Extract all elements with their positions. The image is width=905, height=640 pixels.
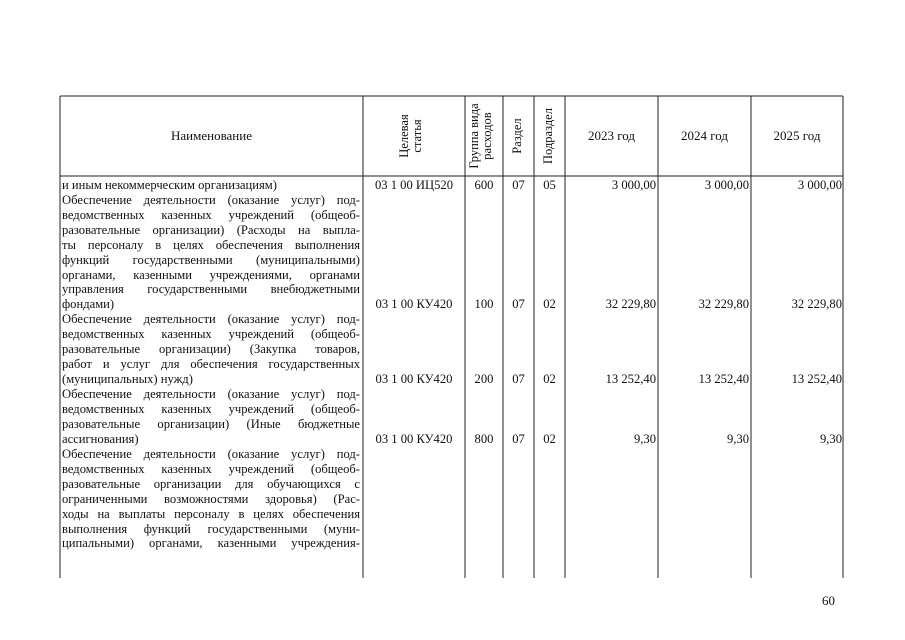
row-1-group: 600	[474, 178, 494, 192]
row-2-line-3: разовательные организации) (Расходы на выпла-	[62, 222, 360, 237]
row-4-line-3: разовательные организации) (Иные бюджетные	[62, 416, 360, 431]
row-4-name	[62, 387, 360, 447]
header-target-article-line1: Целевая	[397, 114, 411, 158]
row-5-name	[62, 447, 360, 551]
row-5-line-2: ведомственных казенных учреждений (общеоб-	[62, 461, 360, 476]
row-5-line-6: выполнения функций государственными (муни-	[62, 521, 360, 536]
row-3-2025: 13 252,40	[791, 372, 842, 386]
row-2-line-5: функций государственными (муниципальными)	[62, 252, 360, 267]
row-3-line-4: работ и услуг для обеспечения государственных	[62, 356, 360, 371]
row-2-line-1: Обеспечение деятельности (оказание услуг) под-	[62, 193, 360, 207]
row-1-line-1: и иным некоммерческим организациям)	[62, 178, 277, 192]
row-4-subsection: 02	[543, 432, 556, 446]
row-4-line-4: ассигнования)	[62, 431, 139, 446]
header-target-article	[398, 96, 430, 176]
row-3-name	[62, 312, 360, 387]
row-2-name	[62, 193, 360, 312]
header-subsection: Подраздел	[541, 108, 555, 164]
row-5-line-1: Обеспечение деятельности (оказание услуг) под-	[62, 447, 360, 461]
row-1-2023: 3 000,00	[611, 178, 656, 192]
page-number: 60	[822, 593, 835, 608]
row-3-section: 07	[512, 372, 525, 386]
row-1-2025: 3 000,00	[797, 178, 842, 192]
row-2-2025: 32 229,80	[791, 297, 842, 311]
header-expense-group	[468, 96, 500, 176]
row-2-line-6: органами, казенными учреждениями, органами	[62, 267, 360, 282]
header-expense-group-line1: Группа вида	[467, 103, 481, 169]
row-4-2024: 9,30	[726, 432, 749, 446]
row-1-2024: 3 000,00	[704, 178, 749, 192]
row-4-2023: 9,30	[633, 432, 656, 446]
header-year-2024: 2024 год	[681, 128, 728, 143]
row-1-section: 07	[512, 178, 525, 192]
row-2-line-8: фондами)	[62, 297, 115, 312]
row-2-2023: 32 229,80	[605, 297, 656, 311]
header-year-2025: 2025 год	[773, 128, 821, 143]
row-2-2024: 32 229,80	[698, 297, 749, 311]
header-name: Наименование	[171, 128, 252, 143]
row-3-group: 200	[474, 372, 494, 386]
header-year-2023: 2023 год	[588, 128, 635, 143]
row-1-name	[62, 178, 360, 193]
row-2-subsection: 02	[543, 297, 556, 311]
header-section: Раздел	[510, 118, 524, 154]
row-2-line-2: ведомственных казенных учреждений (общеоб-	[62, 207, 360, 222]
header-expense-group-line2: расходов	[480, 112, 494, 160]
row-5-line-3: разовательные организации для обучающихся с	[62, 476, 360, 491]
row-4-line-2: ведомственных казенных учреждений (общеоб-	[62, 401, 360, 416]
row-4-section: 07	[512, 432, 525, 446]
row-3-code: 03 1 00 КУ420	[375, 372, 453, 386]
row-4-group: 800	[474, 432, 494, 446]
row-4-line-1: Обеспечение деятельности (оказание услуг) под-	[62, 387, 360, 401]
row-3-2023: 13 252,40	[605, 372, 656, 386]
row-3-line-5: (муниципальных) нужд)	[62, 371, 193, 386]
row-5-line-5: ходы на выплаты персоналу в целях обеспечения	[62, 506, 360, 521]
row-5-line-7: ципальными) органами, казенными учреждения-	[62, 536, 360, 551]
row-2-line-4: ты персоналу в целях обеспечения выполнения	[62, 237, 360, 252]
row-3-line-3: разовательные организации) (Закупка товаров,	[62, 341, 360, 356]
row-3-line-1: Обеспечение деятельности (оказание услуг) под-	[62, 312, 360, 326]
row-2-line-7: управления государственными внебюджетными	[62, 282, 360, 297]
header-target-article-line2: статья	[410, 119, 424, 153]
row-4-code: 03 1 00 КУ420	[375, 432, 453, 446]
row-3-line-2: ведомственных казенных учреждений (общеоб-	[62, 326, 360, 341]
row-2-code: 03 1 00 КУ420	[375, 297, 453, 311]
row-1-subsection: 05	[543, 178, 556, 192]
row-5-line-4: ограниченными возможностями здоровья) (Рас-	[62, 491, 360, 506]
row-1-code: 03 1 00 ИЦ520	[374, 178, 453, 192]
row-3-2024: 13 252,40	[698, 372, 749, 386]
row-2-section: 07	[512, 297, 525, 311]
row-4-2025: 9,30	[819, 432, 842, 446]
row-3-subsection: 02	[543, 372, 556, 386]
row-2-group: 100	[474, 297, 494, 311]
